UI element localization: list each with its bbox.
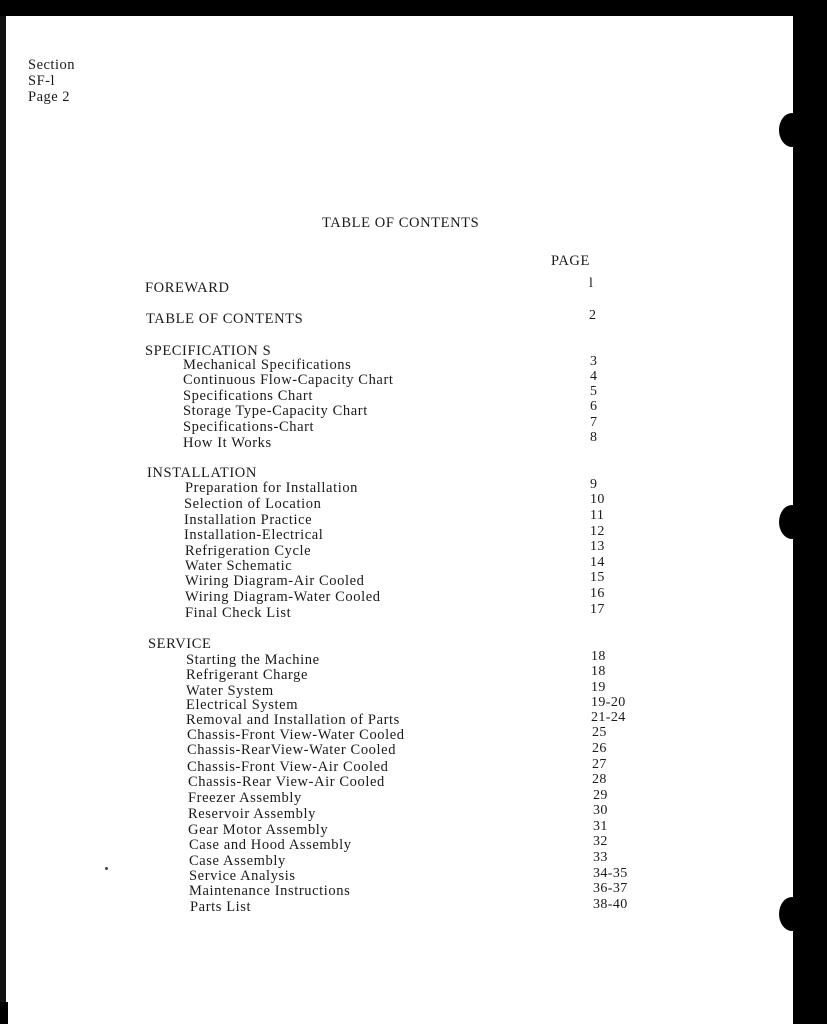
toc-title: TABLE OF CONTENTS — [322, 215, 480, 231]
toc-item-label: Chassis-Front View-Water Cooled — [187, 727, 405, 743]
toc-item-label: Wiring Diagram-Air Cooled — [185, 573, 365, 589]
toc-item-label: Installation Practice — [184, 512, 313, 528]
toc-item-page: 38-40 — [593, 897, 628, 912]
section-heading-service: SERVICE — [148, 636, 212, 652]
toc-item-page: 27 — [592, 757, 607, 772]
speck-mark — [105, 867, 108, 870]
toc-item-page: 8 — [590, 430, 598, 445]
punch-hole-bottom — [779, 897, 805, 931]
toc-item-label: Starting the Machine — [186, 652, 320, 668]
toc-item-label: Wiring Diagram-Water Cooled — [185, 589, 381, 605]
toc-item-label: Specifications-Chart — [183, 419, 315, 435]
toc-item-page: 26 — [592, 741, 607, 756]
toc-item-page: 13 — [590, 539, 605, 554]
toc-item-label: Chassis-Rear View-Air Cooled — [188, 774, 385, 790]
toc-item-label: Water Schematic — [185, 558, 293, 574]
toc-item-page: 5 — [590, 384, 598, 399]
toc-item-label: Case Assembly — [189, 853, 286, 869]
toc-entry-page: l — [589, 276, 594, 291]
toc-item-label: Chassis-Front View-Air Cooled — [187, 759, 389, 775]
scan-border-left — [0, 16, 6, 1024]
toc-item-page: 17 — [590, 602, 605, 617]
toc-item-page: 21-24 — [591, 710, 626, 725]
toc-item-page: 4 — [590, 369, 598, 384]
toc-item-page: 15 — [590, 570, 605, 585]
toc-item-page: 30 — [593, 803, 608, 818]
section-label: Section — [28, 57, 75, 73]
toc-item-label: Selection of Location — [184, 496, 322, 512]
toc-item-label: Freezer Assembly — [188, 790, 302, 806]
toc-item-label: Reservoir Assembly — [188, 806, 316, 822]
toc-item-label: Water System — [186, 683, 274, 699]
toc-item-page: 18 — [591, 664, 606, 679]
toc-item-label: Specifications Chart — [183, 388, 313, 404]
section-header — [28, 57, 75, 105]
toc-item-page: 34-35 — [593, 866, 628, 881]
toc-item-page: 11 — [590, 508, 605, 523]
scan-corner-mark — [0, 1002, 8, 1024]
toc-item-label: Storage Type-Capacity Chart — [183, 403, 368, 419]
toc-item-page: 29 — [593, 788, 608, 803]
toc-item-label: How It Works — [183, 435, 272, 451]
page-column-heading: PAGE — [551, 253, 590, 269]
toc-item-page: 32 — [593, 834, 608, 849]
toc-item-page: 25 — [592, 725, 607, 740]
toc-item-page: 19-20 — [591, 695, 626, 710]
section-heading-specifications: SPECIFICATION S — [145, 343, 272, 359]
toc-item-page: 36-37 — [593, 881, 628, 896]
toc-item-page: 16 — [590, 586, 605, 601]
toc-item-label: Refrigerant Charge — [186, 667, 309, 683]
toc-item-page: 28 — [592, 772, 607, 787]
toc-item-label: Service Analysis — [189, 868, 296, 884]
toc-item-label: Parts List — [190, 899, 252, 915]
toc-item-label: Electrical System — [186, 697, 299, 713]
section-code: SF-l — [28, 73, 55, 89]
page-number: Page 2 — [28, 89, 71, 105]
toc-item-label: Final Check List — [185, 605, 292, 621]
toc-item-page: 7 — [590, 415, 598, 430]
punch-hole-middle — [779, 505, 805, 539]
toc-item-label: Mechanical Specifications — [183, 357, 352, 373]
toc-entry-page: 2 — [589, 308, 597, 323]
toc-item-page: 31 — [593, 819, 608, 834]
toc-item-label: Continuous Flow-Capacity Chart — [183, 372, 394, 388]
toc-item-label: Preparation for Installation — [185, 480, 359, 496]
toc-item-page: 18 — [591, 649, 606, 664]
toc-item-page: 33 — [593, 850, 608, 865]
toc-item-page: 6 — [590, 399, 598, 414]
toc-item-label: Refrigeration Cycle — [185, 543, 312, 559]
toc-item-page: 9 — [590, 477, 598, 492]
toc-item-label: Chassis-RearView-Water Cooled — [187, 742, 397, 758]
toc-item-page: 19 — [591, 680, 606, 695]
toc-item-label: Case and Hood Assembly — [189, 837, 352, 853]
toc-item-label: Removal and Installation of Parts — [186, 712, 400, 728]
scan-border-top — [0, 0, 827, 16]
toc-entry-label: FOREWARD — [145, 280, 230, 296]
toc-item-label: Maintenance Instructions — [189, 883, 351, 899]
section-heading-installation: INSTALLATION — [147, 465, 257, 481]
toc-item-label: Gear Motor Assembly — [188, 822, 329, 838]
toc-item-page: 10 — [590, 492, 605, 507]
toc-item-page: 14 — [590, 555, 605, 570]
punch-hole-top — [779, 113, 805, 147]
toc-item-page: 12 — [590, 524, 605, 539]
toc-entry-label: TABLE OF CONTENTS — [146, 311, 304, 327]
toc-item-page: 3 — [590, 354, 598, 369]
toc-item-label: Installation-Electrical — [184, 527, 324, 543]
